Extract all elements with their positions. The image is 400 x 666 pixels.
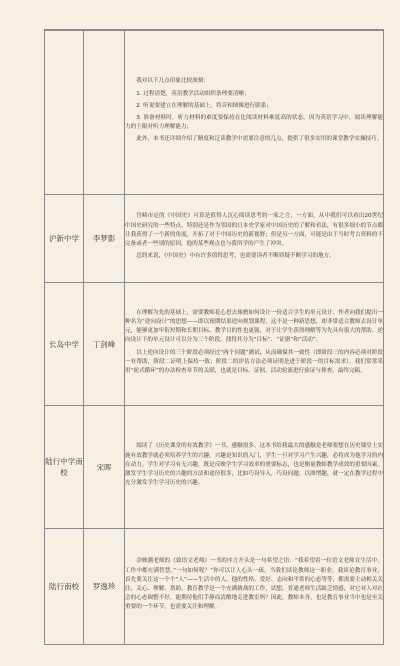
teacher-cell: 丁剑峰: [84, 283, 125, 406]
reflection-paragraph: 宫崎市定的《中国史》可算是值得人沉心阅读思考的一家之言，一方面，从中我们可以看出20世纪中国史研究的一些特点，特别还是作为邻国的日本史学家对中国历史的了解和看法，有很多细小的节点都让我获得了一个新的角度，开拓了对于中国历史的新视野；但是另一方面，可能是由于当时考古资料的不完备或者一些别的原因，他的某些观点也与我所学的产生了冲突。: [125, 213, 383, 248]
table-row: [45, 195, 384, 283]
reflection-cell: [125, 529, 384, 645]
reading-notes-table: [44, 30, 384, 645]
table-row: [45, 283, 384, 406]
teacher-cell: 罗逸珍: [84, 529, 125, 645]
reflection-paragraph: 2. 听说要建立在理解的基础上，将音和图像进行联系；: [136, 102, 272, 109]
reflection-paragraph: 我对以下几点印象比较深刻：: [136, 78, 209, 85]
reflection-paragraph: 此外，本书还详细介绍了精度和泛读教学中需要注意的几点，提供了很多实用的课堂教学实操技巧。: [136, 136, 383, 143]
school-cell: [45, 31, 84, 195]
reflection-cell: [125, 406, 384, 529]
teacher-cell: [84, 31, 125, 195]
school-cell: 沪新中学: [45, 195, 84, 283]
reflection-cell: [125, 31, 384, 195]
school-cell: 陆行南校: [45, 529, 84, 645]
reflection-paragraph: 在理解为先的基础上，需要教师花心思去琢磨如何设计一份适合学生的单元设计。作者向我们提出一种名为“逆向设计”的思想——即以预期结果逆向规划课程。这不是一种新思想，却非常适合教师去设计单元，能够更加牢衔短期和长期目标，教学目的性也更强，对于让学生获得理解等为先具有很大的帮助。逆向设计下的单元设计可以分为三个阶段，找得其分为“目标”、“证据”和“活动”。: [125, 309, 383, 344]
reflection-paragraph: 余映潮老师的《致语文老师》一书的序言开头是一句希望之语：“我希望着一位语文老师在生活中、工作中都充满智慧。”一句如何呢？“你可以让人心头一疏。当我们谈论教师这一职业，我谈论教育事业，首先要关注这一个个“人”——生活中的人，他的性格、爱好、志向和平常的心态等等，都需要主动相关关注、关心、理解、帮助。教育教学是一个充满挑战的工作，试想，普通老师生活缺乏情感，对它对人对社会的心态调整不好，能期待他们手静而清醒地走进教室吗？因此，教师本身，也是教育事业当中也是至关重要的一个环节，也需要关注和理解。: [125, 558, 383, 611]
reflection-cell: [125, 195, 384, 283]
teacher-cell: 宋晖: [84, 406, 125, 529]
table-row: [45, 406, 384, 529]
school-cell: 陆行中学南校: [45, 406, 84, 529]
reflection-paragraph: 阅读了《历史课堂的有效教学》一书，感触很多，这本书给我最大的感触是老师要想在历史课堂上实施有效教学就必须培养学生的兴趣，兴趣是知识的入门，学生一旦对学习产生兴趣，必将成为他学习的内在动力。学生对学习有无兴趣，既是反映学生学习效率的重要标志，也是衡量教师教学成效的重要因素。激发学生学习历史的兴趣的方法和途径很多，比如巧设导入，巧设问题，以图增趣，就一定在教学过程中充分激发学生学习历史的兴趣。: [125, 443, 383, 487]
reflection-cell: [125, 283, 384, 406]
reflection-paragraph: 1. 过程清楚，英语教学活动组织条理要清晰；: [136, 90, 250, 97]
table-row: [45, 529, 384, 645]
table-row: [45, 31, 384, 195]
reflection-paragraph: 3. 准备材料时，听力材料的难度要保持在比阅读材料难度高的状态。因为英语学习中，阅读理解能力的上限对听力理解能力；: [125, 115, 383, 131]
school-cell: 长岛中学: [45, 283, 84, 406]
teacher-cell: 李梦影: [84, 195, 125, 283]
reflection-paragraph: 以上逆向设计的三个阶段必须经过“两个问题”测试，从而确保其一致性（即阶段三的内容必须对阶段一有帮助，阶段二证明上保持一致；阶段二的评估方法必须证明是进于阶段一的目标需求）。我们常常采用“轮式循环”的办法检查章节的关联，也就是目标、证据、活动轮流进行验证与排查，最终完稿。: [125, 349, 383, 374]
reflection-paragraph: 总的来说，《中国史》中有许多值得思考，也需要读者不断质疑不断学习的地方。: [136, 253, 335, 260]
